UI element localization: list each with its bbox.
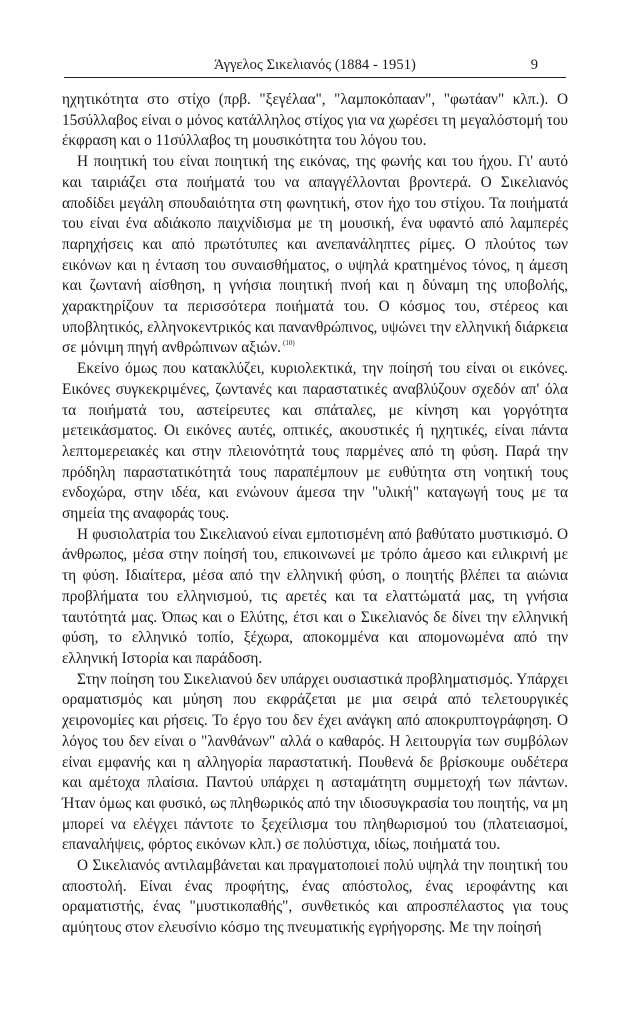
paragraph-continued — [62, 90, 568, 152]
paragraph — [62, 152, 568, 359]
paragraph — [62, 670, 568, 856]
page-number: 9 — [530, 57, 538, 73]
paragraph — [62, 525, 568, 670]
footnote-reference[interactable]: (10) — [283, 339, 295, 348]
paragraph-text: Ο Σικελιανός αντιλαμβάνεται και πραγματοποιεί πολύ υψηλά την ποιητική του αποστολή. Είναι ένας προφήτης, ένας απόστολος, ένας ιεροφάντης και οραματιστής, ένας "μυστικοπαθής", συνθετικός και απροσπέλαστος για τους αμύητους στον ελευσίνιο κόσμο της πνευματικής εγρήγορσης. Με την ποίησή — [62, 857, 568, 937]
running-title: Άγγελος Σικελιανός (1884 - 1951) — [214, 57, 416, 73]
paragraph — [62, 856, 568, 939]
paragraph-text: ηχητικότητα στο στίχο (πρβ. "ξεγέλαα", "λαμποκόπααν", "φωτάαν" κλπ.). Ο 15σύλλαβος είναι ο μόνος κατάλληλος στίχος για να χωρέσει τη μεγαλόστομή του έκφραση και ο 11σύλλαβος τη μουσικότητα του λόγου του. — [62, 91, 568, 150]
body-text — [62, 90, 568, 939]
paragraph-text: Στην ποίηση του Σικελιανού δεν υπάρχει ουσιαστικά προβληματισμός. Υπάρχει οραματισμός και μύηση που εκφράζεται με μια σειρά από τελετουργικές χειρονομίες και ρήσεις. Το έργο του δεν έχει ανάγκη από αποκρυπτογράφηση. Ο λόγος του δεν είναι ο "λανθάνων" αλλά ο καθαρός. Η λειτουργία των συμβόλων είναι εμφανής και η αλληγορία παραστατική. Πουθενά δε βρίσκουμε ουδέτερα και αμέτοχα πλαίσια. Παντού υπάρχει η ασταμάτητη συμμετοχή των πάντων. Ήταν όμως και φυσικό, ως πληθωρικός από την ιδιοσυγκρασία του ποιητής, να μη μπορεί να ελέγχει πάντοτε το ξεχείλισμα του πληθωρισμού του (πλατειασμοί, επαναλήψεις, φόρτος εικόνων κλπ.) σε πολύστιχα, ιδίως, ποιήματά του. — [62, 670, 568, 854]
paragraph-text: Η φυσιολατρία του Σικελιανού είναι εμποτισμένη από βαθύτατο μυστικισμό. Ο άνθρωπος, μέσα στην ποίησή του, επικοινωνεί με τρόπο άμεσο και ειλικρινή με τη φύση. Ιδιαίτερα, μέσα από την ελληνική φύση, ο ποιητής βλέπει τα αιώνια προβλήματα του ελληνισμού, τις αρετές και τα ελαττώματά μας, τη γνήσια ταυτότητά μας. Όπως και ο Ελύτης, έτσι και ο Σικελιανός δε δίνει την ελληνική φύση, το ελληνικό τοπίο, ξέχωρα, αποκομμένα και απομονωμένα από την ελληνική Ιστορία και παράδοση. — [62, 525, 568, 667]
paragraph — [62, 359, 568, 525]
paragraph-text: Εκείνο όμως που κατακλύζει, κυριολεκτικά, την ποίησή του είναι οι εικόνες. Εικόνες συγκεκριμένες, ζωντανές και παραστατικές αναβλύζουν σχεδόν απ' όλα τα ποιήματά του, αστείρευτες και σπάταλες, με κίνηση και γοργότητα μετεικάσματος. Οι εικόνες αυτές, οπτικές, ακουστικές ή ηχητικές, είναι πάντα λεπτομερειακές και στην πλειονότητά τους παρμένες από τη φύση. Παρά την πρόδηλη παραστατικότητά τους παραπέμπουν με ευθύτητα στη νοητική τους ενδοχώρα, στην ιδέα, και ενώνουν άμεσα την "υλική" καταγωγή τους με τα σημεία της αναφοράς τους. — [62, 360, 568, 523]
page-header — [64, 55, 566, 78]
paragraph-text: Η ποιητική του είναι ποιητική της εικόνας, της φωνής και του ήχου. Γι' αυτό και ταιριάζει στα ποιήματά του να απαγγέλλονται βροντερά. Ο Σικελιανός αποδίδει μεγάλη σπουδαιότητα στη φωνητική, στον ήχο του στίχου. Τα ποιήματά του είναι ένα αδιάκοπο παιχνίδισμα με τη μουσική, ένα υφαντό από λαμπερές παρηχήσεις και από πρωτότυπες και ανεπανάληπτες ρίμες. Ο πλούτος των εικόνων και η ένταση του συναισθήματος, ο υψηλά κρατημένος τόνος, η άμεση και ζωντανή αίσθηση, η γνήσια ποιητική πνοή και η δύναμη της υποβολής, χαρακτηρίζουν τα περισσότερα ποιήματά του. Ο κόσμος του, στέρεος και υποβλητικός, ελληνοκεντρικός και πανανθρώπινος, υψώνει την ελληνική διάρκεια σε μόνιμη πηγή ανθρώπινων αξιών. — [62, 153, 568, 357]
